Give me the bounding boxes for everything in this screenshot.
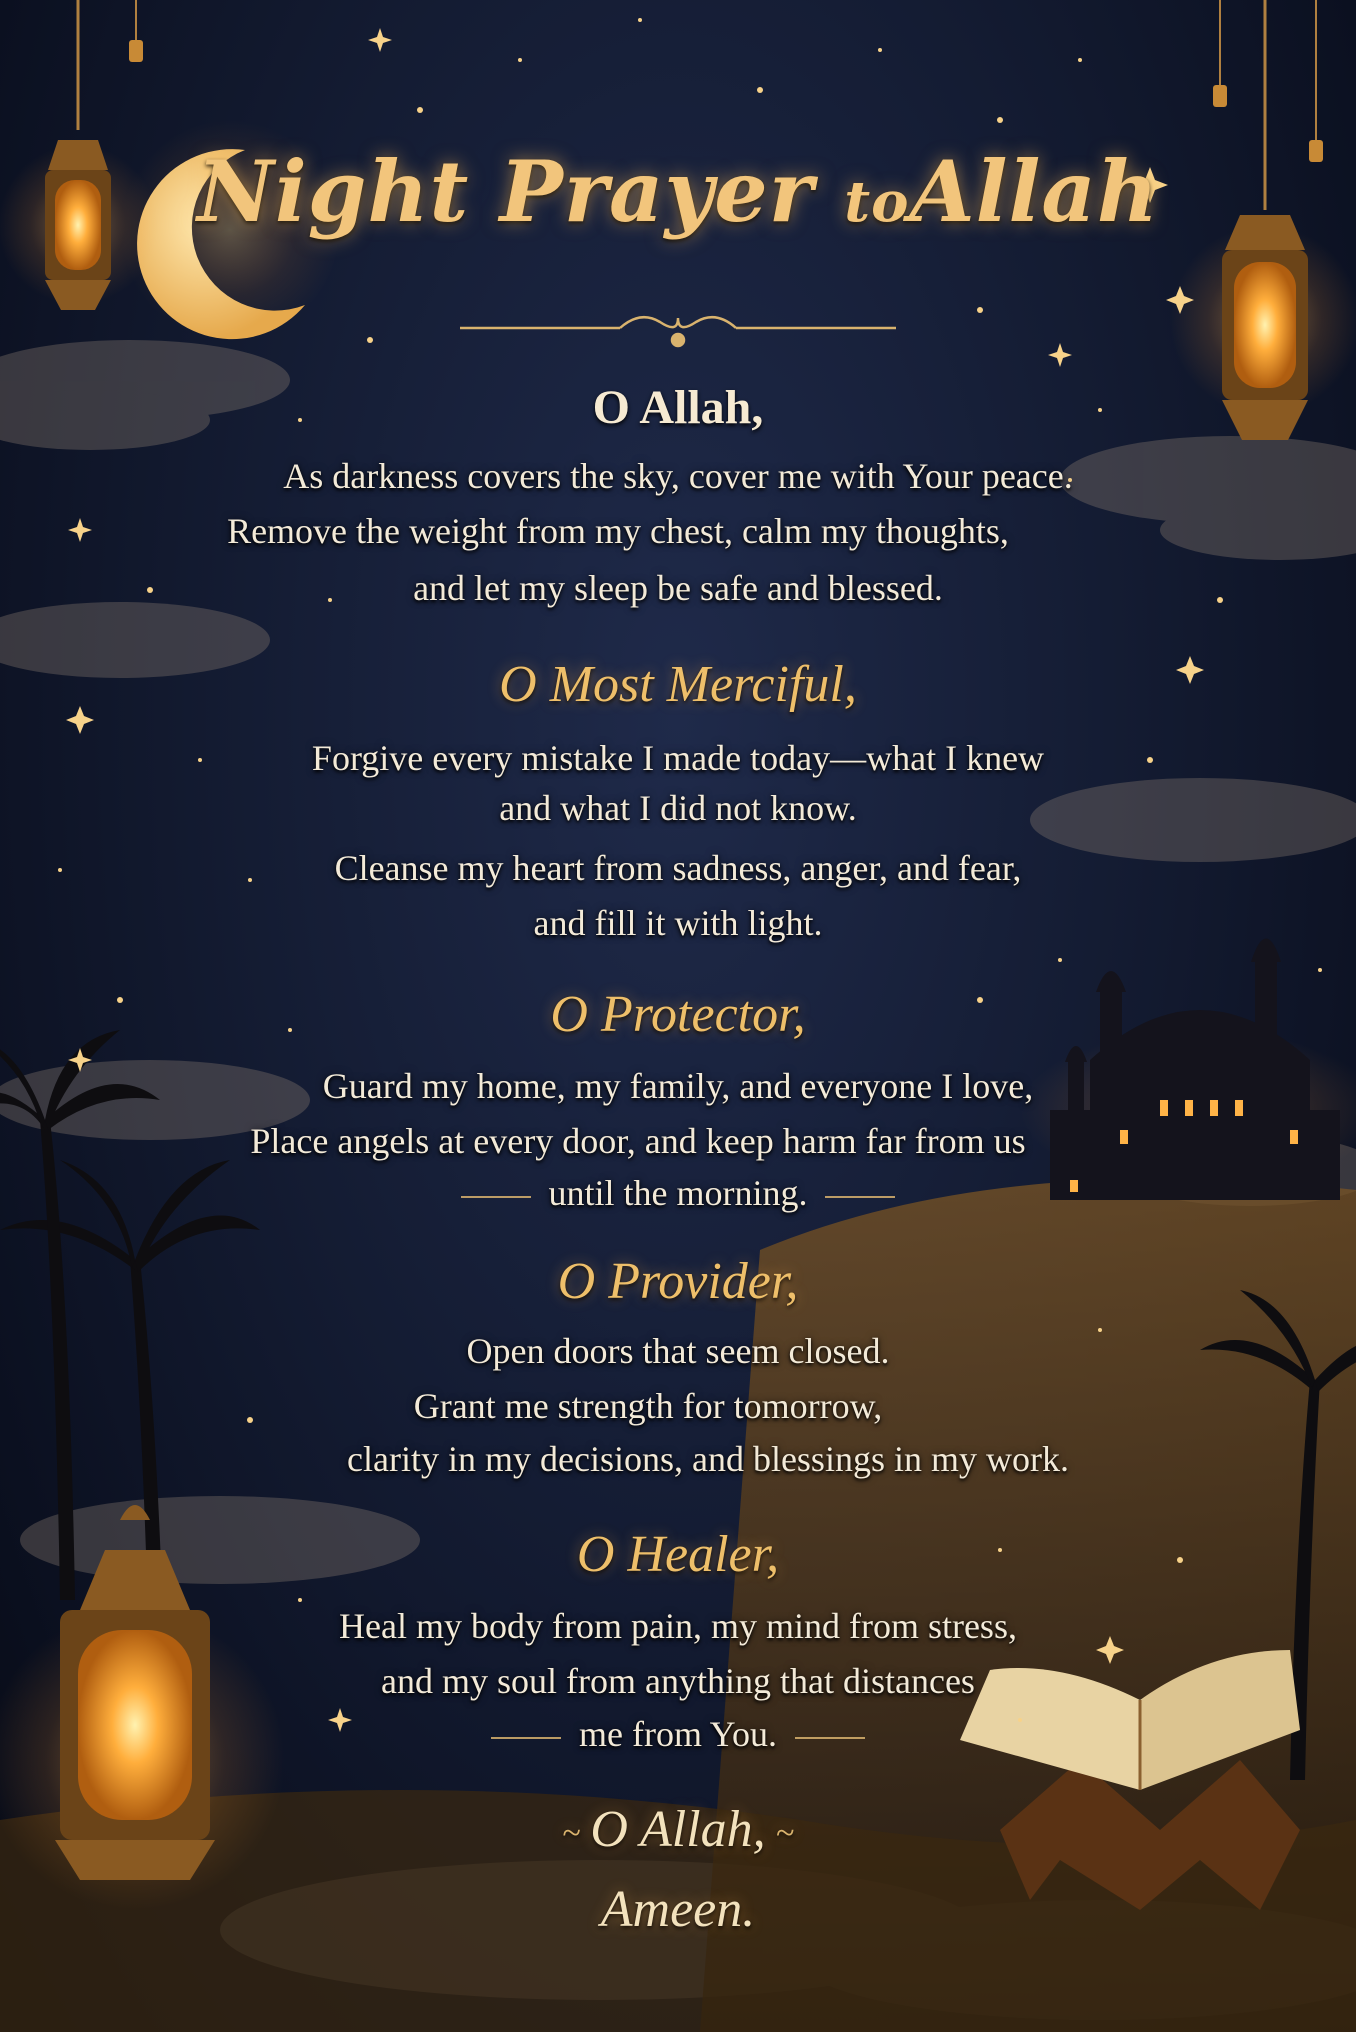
prayer-line: Place angels at every door, and keep harm far from us [250, 1121, 1026, 1161]
divider-dash [825, 1196, 895, 1198]
prayer-line: until the morning. [548, 1173, 808, 1213]
prayer-line: Guard my home, my family, and everyone I love, [322, 1066, 1034, 1106]
prayer-line: Heal my body from pain, my mind from stress, [339, 1606, 1017, 1646]
prayer-line: me from You. [578, 1714, 778, 1754]
prayer-line: Cleanse my heart from sadness, anger, and fear, [334, 848, 1022, 888]
poster-title [0, 142, 1356, 241]
swirl-ornament-icon: ~ [561, 1815, 581, 1853]
section-heading: O Provider, [557, 1253, 799, 1310]
divider-dash [461, 1196, 531, 1198]
star-icon [1048, 343, 1072, 367]
prayer-line: Remove the weight from my chest, calm my thoughts, [227, 511, 1009, 551]
prayer-line: and fill it with light. [533, 903, 823, 943]
prayer-line: and my soul from anything that distances [381, 1661, 975, 1701]
section-heading: O Most Merciful, [499, 656, 857, 713]
prayer-line: Open doors that seem closed. [466, 1331, 890, 1371]
closing-text: O Allah, [590, 1801, 766, 1858]
prayer-line: Forgive every mistake I made today—what I knew [311, 738, 1045, 778]
closing-line-2: Ameen. [600, 1881, 756, 1938]
prayer-line: and let my sleep be safe and blessed. [413, 568, 943, 608]
title-small: to [844, 169, 910, 235]
divider-dash [491, 1737, 561, 1739]
prayer-line-with-dashes [0, 1172, 1356, 1214]
prayer-line-with-dashes [0, 1713, 1356, 1755]
section-heading: O Healer, [576, 1526, 780, 1583]
star-icon [368, 28, 392, 52]
swirl-ornament-icon: ~ [775, 1815, 795, 1853]
title-end: Allah [909, 142, 1159, 241]
title-main: Night Prayer [197, 142, 814, 241]
divider-dash [795, 1737, 865, 1739]
closing-line-1 [0, 1800, 1356, 1859]
ornament-divider-icon [460, 317, 896, 346]
prayer-line: clarity in my decisions, and blessings in my work. [347, 1439, 1069, 1479]
section-heading: O Allah, [592, 381, 764, 434]
section-heading: O Protector, [550, 986, 806, 1043]
prayer-line: and what I did not know. [499, 788, 857, 828]
prayer-line: As darkness covers the sky, cover me with Your peace. [283, 456, 1073, 496]
prayer-line: Grant me strength for tomorrow, [413, 1386, 883, 1426]
lantern-icon [129, 0, 1323, 162]
